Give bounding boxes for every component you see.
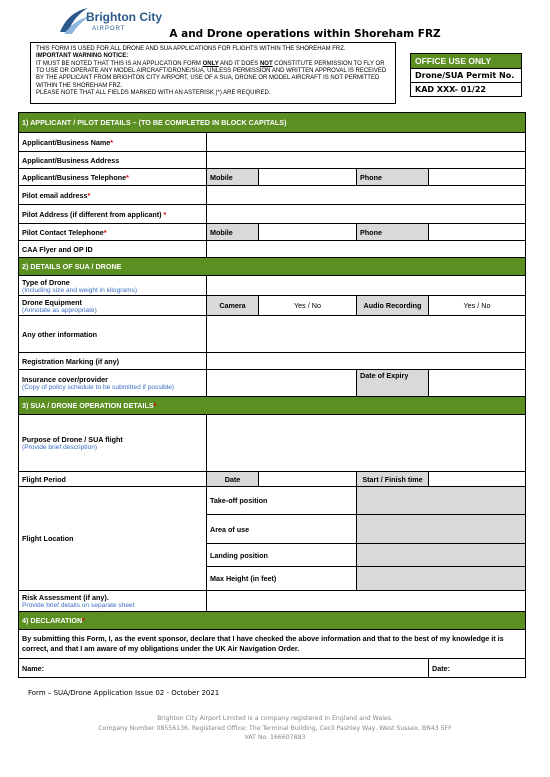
insurance-input[interactable]	[207, 370, 357, 397]
section-4-header: 4) DECLARATION*	[19, 612, 526, 630]
permit-value: KAD XXX- 01/22	[411, 82, 521, 96]
pilot-phone-input[interactable]	[429, 224, 526, 241]
notice-line-1: THIS FORM IS USED FOR ALL DRONE AND SUA APPLICATIONS FOR FLIGHTS WITHIN THE SHOREHAM FRZ.	[36, 46, 346, 52]
applicant-name-input[interactable]	[207, 133, 526, 152]
row-type-of-drone: Type of Drone (Including size and weight in kilograms)	[19, 276, 526, 296]
row-applicant-name: Applicant/Business Name*	[19, 133, 526, 152]
applicant-phone-input[interactable]	[429, 169, 526, 186]
row-insurance: Insurance cover/provider (Copy of policy schedule to be submitted if possible) Date of Expiry	[19, 370, 526, 397]
pilot-email-input[interactable]	[207, 186, 526, 205]
row-registration: Registration Marking (if any)	[19, 353, 526, 370]
row-caa-id: CAA Flyer and OP ID	[19, 241, 526, 258]
section-2-header: 2) DETAILS OF SUA / DRONE	[19, 258, 526, 276]
logo-subtitle: AIRPORT	[92, 26, 126, 32]
risk-input[interactable]	[207, 591, 526, 612]
row-landing: Landing position	[19, 544, 526, 567]
date-input[interactable]: Date:	[429, 659, 526, 678]
row-name-date	[19, 659, 526, 678]
camera-yes-no[interactable]: Yes / No	[259, 296, 357, 316]
landing-input[interactable]	[357, 544, 526, 567]
type-of-drone-input[interactable]	[207, 276, 526, 296]
row-pilot-phone: Pilot Contact Telephone* Mobile Phone	[19, 224, 526, 241]
row-applicant-phone: Applicant/Business Telephone* Mobile Phone	[19, 169, 526, 186]
applicant-mobile-input[interactable]	[259, 169, 357, 186]
flight-date-input[interactable]	[259, 472, 357, 487]
expiry-input[interactable]	[429, 370, 526, 397]
flight-location-label: Flight Location	[19, 487, 207, 591]
takeoff-input[interactable]	[357, 487, 526, 515]
permit-label: Drone/SUA Permit No.	[411, 68, 521, 82]
applicant-address-input[interactable]	[207, 152, 526, 169]
notice-box	[30, 42, 396, 104]
row-max-height: Max Height (in feet)	[19, 567, 526, 591]
pilot-address-input[interactable]	[207, 205, 526, 224]
pilot-mobile-input[interactable]	[259, 224, 357, 241]
office-use-box	[410, 53, 522, 97]
row-takeoff: Flight Location Take-off position	[19, 487, 526, 515]
row-drone-equipment: Drone Equipment (Annotate as appropriate) Camera Yes / No Audio Recording Yes / No	[19, 296, 526, 316]
max-height-input[interactable]	[357, 567, 526, 591]
warning-heading: IMPORTANT WARNING NOTICE:	[36, 53, 129, 60]
form-identifier: Form – SUA/Drone Application Issue 02 - October 2021	[28, 689, 220, 697]
application-form-table	[18, 112, 526, 678]
company-footer: Brighton City Airport Limited is a company registered in England and Wales. Company Number 08556136. Registered Office: The Terminal Building, Cecil Pashley Way, West Sussex, BN43 5FF VAT No. 166607883	[98, 715, 452, 742]
section-1-header: 1) APPLICANT / PILOT DETAILS – (TO BE COMPLETED IN BLOCK CAPITALS)	[19, 113, 526, 133]
section-3-header: 3) SUA / DRONE OPERATION DETAILS*	[19, 397, 526, 415]
row-purpose: Purpose of Drone / SUA flight (Provide brief description)	[19, 415, 526, 472]
row-declaration: By submitting this Form, I, as the event sponsor, declare that I have checked the above information and that to the best of my knowledge it is correct, and that I am aware of my obligations under the UK Air Navigation Order.	[19, 630, 526, 659]
audio-yes-no[interactable]: Yes / No	[429, 296, 526, 316]
start-finish-input[interactable]	[429, 472, 526, 487]
asterisk-note: PLEASE NOTE THAT ALL FIELDS MARKED WITH AN ASTERISK (*) ARE REQUIRED.	[36, 89, 271, 96]
row-other-info: Any other information	[19, 316, 526, 353]
name-input[interactable]: Name:	[19, 659, 429, 678]
row-risk: Risk Assessment (if any). Provide brief details on separate sheet	[19, 591, 526, 612]
document-title: A and Drone operations within Shoreham FRZ	[169, 28, 441, 40]
row-flight-period: Flight Period Date Start / Finish time	[19, 472, 526, 487]
warning-body: IT MUST BE NOTED THAT THIS IS AN APPLICATION FORM ONLY AND IT DOES NOT CONSTITUTE PERMISSION TO FLY OR TO USE OR OPERATE ANY MODEL AIRCRAFT/DRONE/SUA, UNLESS PERMISSION AND WRITTEN APPROVAL IS RECEIVED BY THE APPLICANT FROM BRIGHTON CITY AIRPORT, USE OF A SUA, DRONE OR MODEL AIRCRAFT IS NOT PERMITTED WITHIN THE SHOREHAM FRZ.	[36, 60, 387, 89]
row-area: Area of use	[19, 515, 526, 544]
row-pilot-address: Pilot Address (if different from applicant) *	[19, 205, 526, 224]
purpose-input[interactable]	[207, 415, 526, 472]
logo-name: Brighton City	[86, 10, 162, 24]
row-applicant-address: Applicant/Business Address	[19, 152, 526, 169]
office-use-heading: OFFICE USE ONLY	[411, 54, 521, 68]
registration-input[interactable]	[207, 353, 526, 370]
caa-id-input[interactable]	[207, 241, 526, 258]
area-input[interactable]	[357, 515, 526, 544]
row-pilot-email: Pilot email address*	[19, 186, 526, 205]
other-info-input[interactable]	[207, 316, 526, 353]
